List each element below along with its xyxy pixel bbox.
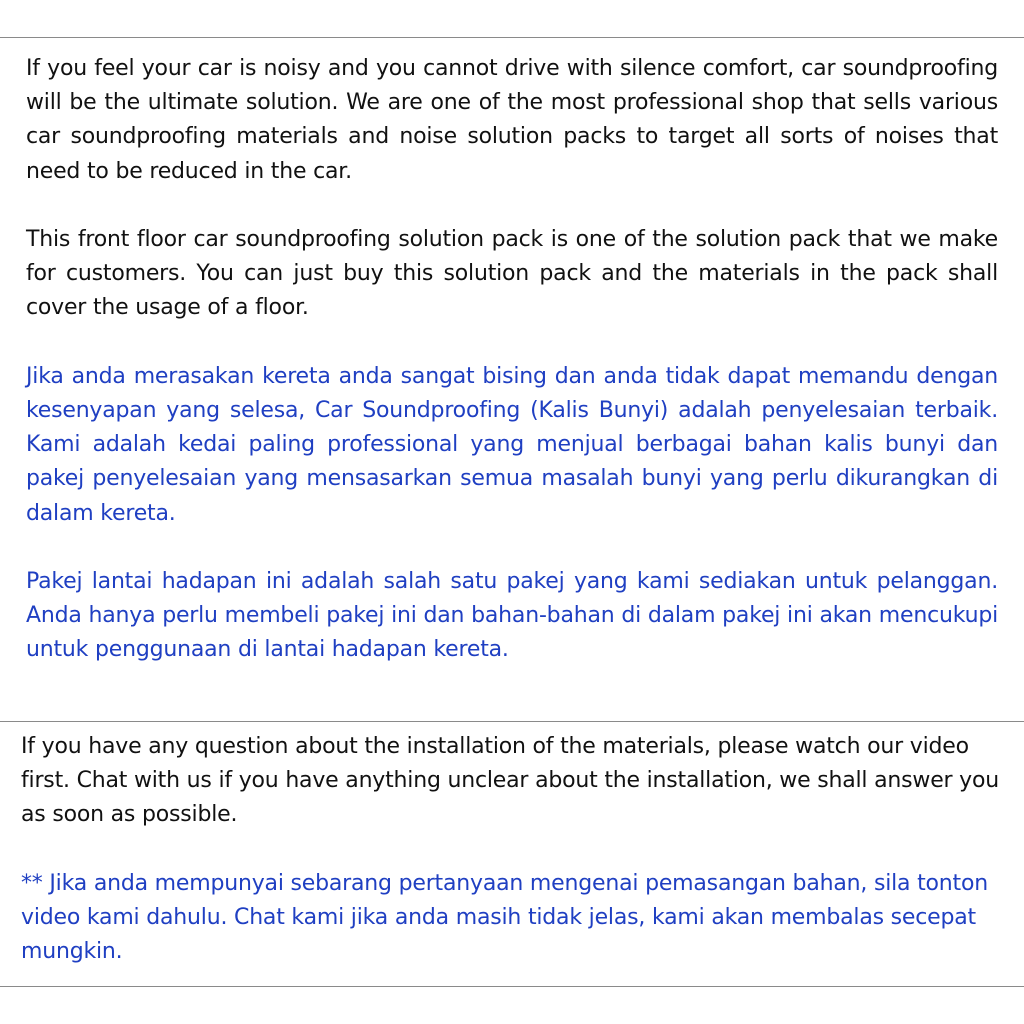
top-divider (0, 37, 1024, 38)
paragraph-spacer (0, 531, 1024, 565)
paragraph-spacer (0, 326, 1024, 360)
installation-support-section (0, 730, 1024, 969)
paragraph-spacer (0, 189, 1024, 223)
english-pack-paragraph: This front floor car soundproofing solution pack is one of the solution pack that we make for customers. You can just buy this solution pack and the materials in the pack shall cover the usage of a floor. (26, 227, 998, 321)
middle-divider (0, 721, 1024, 722)
product-description-section (0, 52, 1024, 668)
malay-intro-paragraph: Jika anda merasakan kereta anda sangat bising dan anda tidak dapat memandu dengan kesenyapan yang selesa, Car Soundproofing (Kalis Bunyi) adalah penyelesaian terbaik. Kami adalah kedai paling professional yang menjual berbagai bahan kalis bunyi dan pakej penyelesaian yang mensasarkan semua masalah bunyi yang perlu dikurangkan di dalam kereta. (26, 363, 998, 526)
malay-support-paragraph: ** Jika anda mempunyai sebarang pertanyaan mengenai pemasangan bahan, sila tonton video kami dahulu. Chat kami jika anda masih tidak jelas, kami akan membalas secepat mungkin. (21, 870, 988, 965)
bottom-divider (0, 986, 1024, 987)
english-support-paragraph: If you have any question about the installation of the materials, please watch our video first. Chat with us if you have anything unclear about the installation, we shall answer you as soon as possible. (21, 734, 999, 828)
paragraph-spacer (0, 833, 1024, 867)
english-intro-paragraph: If you feel your car is noisy and you cannot drive with silence comfort, car soundproofing will be the ultimate solution. We are one of the most professional shop that sells various car soundproofing materials and noise solution packs to target all sorts of noises that need to be reduced in the car. (26, 56, 998, 184)
malay-pack-paragraph: Pakej lantai hadapan ini adalah salah satu pakej yang kami sediakan untuk pelanggan. Anda hanya perlu membeli pakej ini dan bahan-bahan di dalam pakej ini akan mencukupi untuk penggunaan di lantai hadapan kereta. (26, 569, 998, 663)
